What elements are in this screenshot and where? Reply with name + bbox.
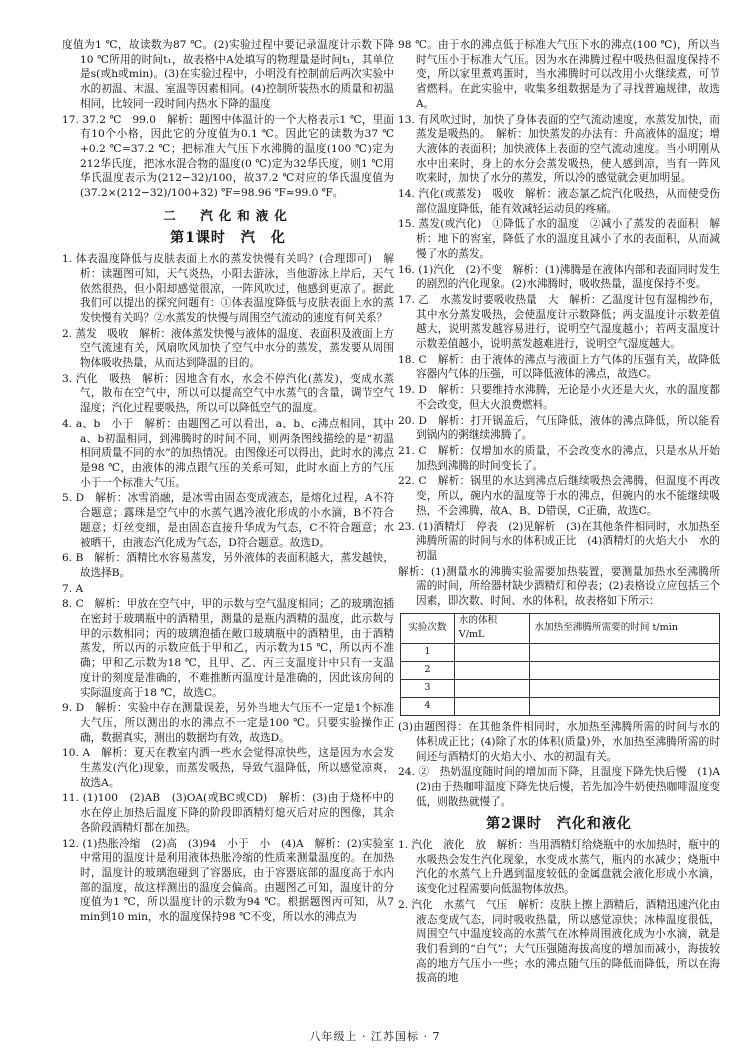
answer-block: 9. D 解析：实验中存在测量误差，另外当地大气压不一定是1个标准大气压，所以测出的水的沸点不一定是100 ℃。只要实验操作正确，数据真实，测出的数据均有效，故选D。 — [62, 702, 394, 744]
answer-block: 6. B 解析：酒精比水容易蒸发，另外液体的表面积越大，蒸发越快，故选择B。 — [62, 552, 394, 579]
answer-block: 12. (1)热胀冷缩 (2)高 (3)94 小于 小 (4)A 解析：(2)实验室中常用的温度计是利用液体热胀冷缩的性质来测量温度的。在加热时，温度计的玻璃泡碰到了容器底，由于容器底部的温度高于水内部的温度，故这样测出的温度会偏高。由题图乙可知，温度计的分度值为1 ℃，所以温度计的示数为94 ℃。根据题图丙可知，从7 min到10 min，水的温度保持98 ℃不变，所以水的沸点为 — [62, 837, 394, 924]
table-cell — [454, 698, 530, 716]
answer-block: 23. (1)酒精灯 停表 (2)见解析 (3)在其他条件相同时，水加热至沸腾所需的时间与水的体积成正比 (4)酒精灯的火焰大小 水的初温 — [398, 520, 720, 562]
table-row — [401, 698, 720, 716]
table-header-cell: 水的体积 V/mL — [454, 613, 530, 643]
experiment-table — [400, 613, 720, 716]
table-header-cell: 水加热至沸腾所需要的时间 t/min — [530, 613, 720, 643]
answer-block: 1. 体表温度降低与皮肤表面上水的蒸发快慢有关吗？(合理即可) 解析：读题图可知，天气炎热，小阳去游泳，当他游泳上岸后，天气依然很热，但小阳却感觉很凉，一阵风吹过，他感到更凉了。据此我们可以提出的探究问题有：①体表温度降低与皮肤表面上水的蒸发快慢有关吗？②水蒸发的快慢与周围空气流动的速度有何关系？ — [62, 253, 394, 324]
table-cell: 1 — [401, 644, 455, 662]
answer-block: 15. 蒸发(或汽化) ①降低了水的温度 ②减小了蒸发的表面积 解析：地下的窖室，降低了水的温度且减小了水的表面积，从而减慢了水的蒸发。 — [398, 218, 720, 260]
answer-block: 4. a、b 小于 解析：由题图乙可以看出，a、b、c沸点相同，其中a、b初温相同，到沸腾时的时间不同，则两条图线描绘的是“初温相同质量不同的水”的加热情况。由图像还可以得出，此时水的沸点是98 ℃，由液体的沸点跟气压的关系可知，此时水面上方的气压小于一个标准大气压。 — [62, 417, 394, 489]
answer-block: 17. 37.2 ℃ 99.0 解析：题图中体温计的一个大格表示1 ℃，里面有10个小格，因此它的分度值为0.1 ℃。因此它的读数为37 ℃+0.2 ℃=37.2 ℃；把标准大气压下水沸腾的温度(100 ℃)定为212华氏度，把冰水混合物的温度(0 ℃)定为32华氏度，则1 ℃用华氏温度表示为(212−32)/100，故37.2 ℃对应的华氏温度值为(37.2×(212−32)/100+32) ℉=98.96 ℉≈99.0 ℉。 — [62, 113, 394, 200]
table-header-row — [401, 613, 720, 643]
answer-block: 解析：(1)测量水的沸腾实验需要加热装置，要测量加热水至沸腾所需的时间，所给器材缺少酒精灯和停表；(2)表格设立应包括三个因素，即次数、时间、水的体积，故表格如下所示： — [398, 565, 720, 608]
answer-block: 度值为1 ℃，故读数为87 ℃。(2)实验过程中要记录温度计示数下降10 ℃所用的时间t₁，故表格中A处填写的物理量是时间t₁，其单位是s(或h或min)。(3)在实验过程中，小明没有控制前后两次实验中水的初温、末温、室温等因素相同。(4)控制所装热水的质量和初温相同，比较同一段时间内热水下降的温度 — [62, 39, 394, 110]
answer-block: 17. 乙 水蒸发时要吸收热量 大 解析：乙温度计包有湿棉纱布，其中水分蒸发吸热，会使温度计示数降低；两支温度计示数差值越大，说明蒸发越容易进行，说明空气湿度越小；若两支温度计示数差值越小，说明蒸发越难进行，说明空气湿度越大。 — [398, 293, 720, 351]
right-column — [398, 38, 731, 987]
answer-block: 16. (1)汽化 (2)不变 解析：(1)沸腾是在液体内部和表面同时发生的剧烈的汽化现象。(2)水沸腾时，吸收热量，温度保持不变。 — [398, 263, 720, 291]
answer-block: 22. C 解析：锅里的水达到沸点后继续吸热会沸腾，但温度不再改变，所以，碗内水的温度等于水的沸点，但碗内的水不能继续吸热，不会沸腾，故A、B、D错误，C正确，故选C。 — [398, 475, 720, 517]
table-cell — [530, 680, 720, 698]
table-cell — [454, 662, 530, 680]
answer-block: 13. 有风吹过时，加快了身体表面的空气流动速度，水蒸发加快，而蒸发是吸热的。 解析：加快蒸发的办法有：升高液体的温度；增大液体的表面积；加快液体上表面的空气流动速度。当小明刚从水中出来时，身上的水分会蒸发吸热，使人感到凉，当有一阵风吹来时，加快了水分的蒸发，所以冷的感觉就会更加明显。 — [398, 113, 720, 185]
left-main-blocks — [62, 252, 394, 925]
table-cell — [454, 680, 530, 698]
right-after-table-blocks — [398, 720, 731, 809]
answer-block: 3. 汽化 吸热 解析：因地含有水，水会不停汽化(蒸发)，变成水蒸气，散布在空气中，所以可以提高空气中水蒸气的含量，调节空气湿度；汽化过程要吸热，所以可以降低空气的温度。 — [62, 372, 394, 415]
answer-block: 11. (1)100 (2)AB (3)OA(或BC或CD) 解析：(3)由于烧杯中的水在停止加热后温度下降的阶段即酒精灯熄灭后对应的图像，其余各阶段酒精灯都在加热。 — [62, 792, 394, 834]
answer-block: 24. ② 热奶温度随时间的增加而下降，且温度下降先快后慢 (1)A (2)由于热咖啡温度下降先快后慢，若先加冷牛奶使热咖啡温度变低，则散热就慢了。 — [398, 766, 731, 808]
table-cell: 3 — [401, 680, 455, 698]
answer-block: 8. C 解析：甲放在空气中，甲的示数与空气温度相同；乙的玻璃泡插在密封于玻璃瓶中的酒精里，测量的是瓶内酒精的温度，此示数与甲的示数相同；丙的玻璃泡插在敞口玻璃瓶中的酒精里，由于酒精蒸发，所以丙的示数应低于甲和乙，丙示数为15 ℃，所以丙不准确；甲和乙示数为18 ℃，且甲、乙、丙三支温度计中只有一支温度计的刻度是准确的，不难推断丙温度计是准确的，因此该房间的实际温度高于18 ℃，故选C。 — [62, 598, 394, 699]
table-row — [401, 680, 720, 698]
answer-block: 21. C 解析：仅增加水的质量，不会改变水的沸点，只是水从开始加热到沸腾的时间变长了。 — [398, 444, 720, 472]
answer-block: 98 ℃。由于水的沸点低于标准大气压下水的沸点(100 ℃)，所以当时气压小于标准大气压。因为水在沸腾过程中吸热但温度保持不变，所以家里煮鸡蛋时，当水沸腾时可以改用小火继续煮，可节省燃料。在此实验中，收集多组数据是为了寻找普遍规律，故选A。 — [398, 39, 720, 110]
page-footer: 八年级上 · 江苏国标 · 7 — [309, 1030, 441, 1043]
table-row — [401, 644, 720, 662]
right-top-blocks — [398, 38, 720, 609]
right-bottom-blocks — [398, 838, 720, 986]
answer-block: 7. A — [62, 582, 84, 595]
answer-block: 2. 蒸发 吸收 解析：液体蒸发快慢与液体的温度、表面积及液面上方空气流速有关，风扇吹风加快了空气中水分的蒸发，蒸发要从周围物体吸收热量，从而达到降温的目的。 — [62, 327, 394, 370]
table-cell — [530, 698, 720, 716]
lesson2-title: 第2课时 汽化和液化 — [486, 816, 632, 833]
table-cell: 2 — [401, 662, 455, 680]
answer-block: 5. D 解析：冰雪消融，是冰雪由固态变成液态，是熔化过程，A不符合题意；露珠是空气中的水蒸气遇冷液化形成的小水滴，B不符合题意；灯丝变细，是由固态直接升华成为气态，C不符合题意；水被晒干，由液态汽化成为气态，D符合题意。故选D。 — [62, 492, 394, 549]
left-top-blocks — [62, 38, 394, 201]
table-cell — [530, 662, 720, 680]
left-column — [62, 38, 394, 926]
answer-block: 18. C 解析：由于液体的沸点与液面上方气体的压强有关，故降低容器内气体的压强，可以降低液体的沸点，故选C。 — [398, 353, 720, 381]
answer-block: 2. 汽化 水蒸气 气压 解析：皮肤上擦上酒精后，酒精迅速汽化由液态变成气态，同时吸收热量，所以感觉凉快；冰棒温度很低，周围空气中温度较高的水蒸气在冰棒周围液化成为小水滴，就是我们看到的“白气”；大气压强随海拔高度的增加而减小，海拔较高的地方气压小一些；水的沸点随气压的降低而降低，所以在海拔高的地 — [398, 898, 720, 985]
table-header-cell: 实验次数 — [401, 613, 455, 643]
section-title: 二 汽化和液化 — [163, 207, 293, 223]
table-cell — [454, 644, 530, 662]
answer-block: 19. D 解析：只要维持水沸腾，无论是小火还是大火，水的温度都不会改变，但大火浪费燃料。 — [398, 384, 720, 411]
table-row — [401, 662, 720, 680]
answer-block: 20. D 解析：打开锅盖后，气压降低，液体的沸点降低，所以能看到锅内的粥继续沸腾了。 — [398, 414, 720, 442]
answer-block: 10. A 解析：夏天在教室内洒一些水会觉得凉快些，这是因为水会发生蒸发(汽化)现象，而蒸发吸热，导致气温降低，所以感觉凉爽，故选A。 — [62, 747, 394, 789]
answer-block: 14. 汽化(或蒸发) 吸收 解析：液态氯乙烷汽化吸热，从而使受伤部位温度降低，能有效减轻运动员的疼痛。 — [398, 188, 720, 215]
lesson1-title: 第1课时 汽 化 — [170, 230, 286, 247]
table-cell — [530, 644, 720, 662]
answer-block: (3)由题图得：在其他条件相同时，水加热至沸腾所需的时间与水的体积成正比；(4)除了水的体积(质量)外，水加热至沸腾所需的时间还与酒精灯的火焰大小、水的初温有关。 — [398, 721, 720, 763]
table-cell: 4 — [401, 698, 455, 716]
answer-block: 1. 汽化 液化 放 解析：当用酒精灯给烧瓶中的水加热时，瓶中的水吸热会发生汽化现象，水变成水蒸气，瓶内的水减少；烧瓶中汽化的水蒸气上升遇到温度较低的金属盘就会液化形成小水滴，该变化过程需要向低温物体放热。 — [398, 839, 720, 896]
